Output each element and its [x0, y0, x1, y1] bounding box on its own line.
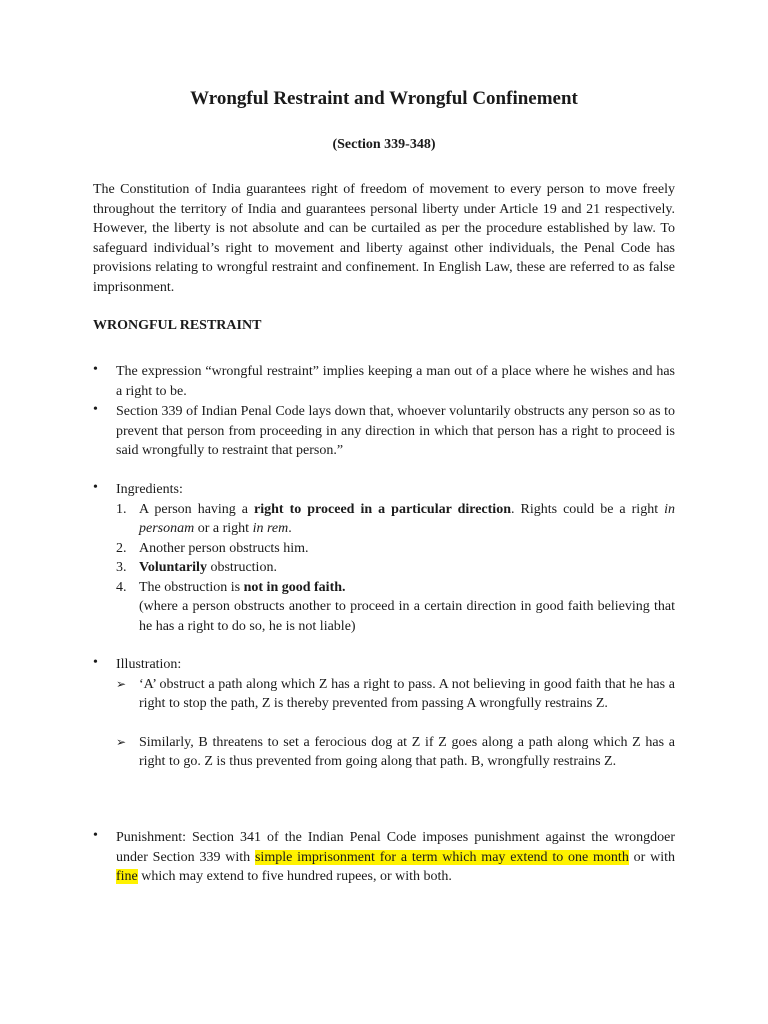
- example-text: ‘A’ obstruct a path along which Z has a right to pass. A not believing in good faith that he has a right to stop the path, Z is thereby prevented from passing A wrongfully restrains Z.: [139, 676, 675, 711]
- list-item: [116, 500, 675, 539]
- ingredients-list: [116, 500, 675, 637]
- list-item-text: Another person obstructs him.: [139, 540, 309, 556]
- list-number: 2.: [116, 540, 127, 556]
- illustration-label: Illustration:: [116, 657, 182, 672]
- arrow-bullet-icon: ➢: [116, 676, 127, 691]
- intro-paragraph: The Constitution of India guarantees right of freedom of movement to every person to move freely throughout the territory of India and guarantees personal liberty under Article 19 and 21 respectively. However, the liberty is not absolute and can be curtailed as per the procedure established by law. To safeguard individual’s right to movement and liberty against other individuals, the Penal Code has provisions relating to wrongful restraint and confinement. In English Law, these are referred to as false imprisonment.: [93, 182, 675, 295]
- example-text: Similarly, B threatens to set a ferocious dog at Z if Z goes along a path along which Z has a right to go. Z is thus prevented from going along that path. B, wrongfully restrains Z.: [139, 734, 675, 769]
- list-number: 3.: [116, 560, 127, 575]
- ingredients-label: Ingredients:: [116, 482, 183, 497]
- bullet-icon: •: [93, 655, 98, 670]
- list-item-note: (where a person obstructs another to proceed in a certain direction in good faith believing that he has a right to do so, he is not liable): [139, 599, 675, 634]
- list-item: [116, 558, 675, 578]
- bullet-icon: •: [93, 480, 98, 495]
- wrongful-restraint-heading: WRONGFUL RESTRAINT: [93, 318, 262, 333]
- bullet-text: Section 339 of Indian Penal Code lays down that, whoever voluntarily obstructs any person so as to prevent that person from proceeding in any direction in which that person has a right to proceed is said wrongfully to restraint that person.”: [116, 404, 675, 458]
- bullet-icon: •: [93, 402, 98, 417]
- illustration-example-1: [116, 675, 675, 714]
- list-item-text: Voluntarily obstruction.: [139, 560, 277, 575]
- arrow-bullet-icon: ➢: [116, 734, 127, 749]
- illustration-example-2: [116, 733, 675, 772]
- section-subtitle: (Section 339-348): [332, 137, 436, 152]
- ingredients-block: [116, 480, 675, 636]
- bullet-icon: •: [93, 362, 98, 377]
- list-number: 4.: [116, 579, 127, 595]
- bullet-text: The expression “wrongful restraint” implies keeping a man out of a place where he wishes and has a right to be.: [116, 364, 675, 399]
- list-item-text: A person having a right to proceed in a particular direction. Rights could be a right in personam or a right in rem.: [139, 501, 675, 536]
- document-title: Wrongful Restraint and Wrongful Confinement: [190, 88, 578, 109]
- list-item: [116, 578, 675, 637]
- list-number: 1.: [116, 501, 127, 517]
- list-item: [116, 539, 675, 559]
- list-item-text: The obstruction is not in good faith.: [139, 579, 346, 595]
- punishment-text: Punishment: Section 341 of the Indian Penal Code imposes punishment against the wrongdoer under Section 339 with simple imprisonment for a term which may extend to one month or with fine which may extend to five hundred rupees, or with both.: [116, 830, 675, 884]
- highlight-imprisonment: simple imprisonment for a term which may extend to one month: [254, 849, 629, 865]
- bullet-icon: •: [93, 828, 98, 843]
- highlight-fine: fine: [116, 869, 138, 884]
- illustration-block: [116, 655, 675, 772]
